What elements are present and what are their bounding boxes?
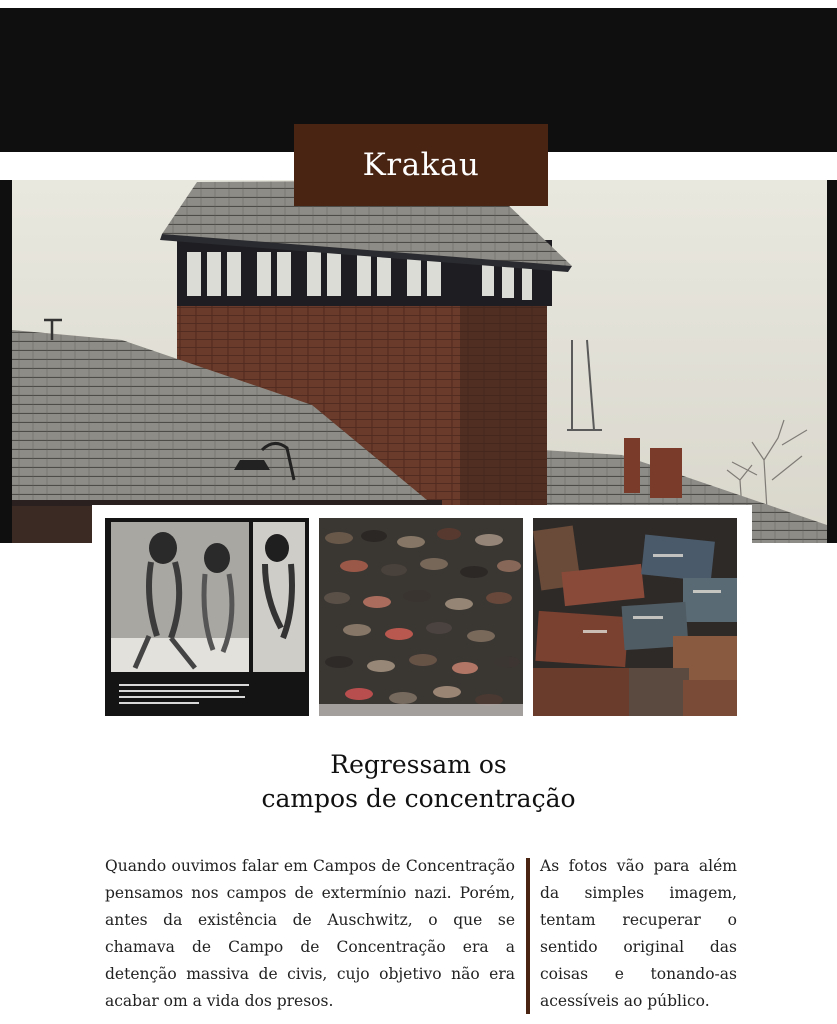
hero-left-edge bbox=[0, 180, 12, 543]
column-divider bbox=[526, 858, 530, 1014]
suitcases-photo bbox=[533, 518, 737, 716]
title-banner bbox=[294, 124, 548, 206]
headline-line-2: campos de concentração bbox=[261, 784, 576, 813]
shoes-photo bbox=[319, 518, 523, 716]
article-body-left: Quando ouvimos falar em Campos de Concentração pensamos nos campos de extermínio nazi. Porém, antes da existência de Auschwitz, o que se chamava de Campo de Concentração era a detenção massiva de civis, cujo objetivo não era acabar om a vida dos presos. bbox=[105, 857, 515, 1010]
article-headline bbox=[0, 748, 837, 816]
photo-strip bbox=[92, 505, 752, 720]
page-title: Krakau bbox=[362, 147, 480, 183]
hero-right-edge bbox=[827, 180, 837, 543]
article-body-right: As fotos vão para além da simples imagem, tentam recuperar o sentido original das coisas e tonando-as acessíveis ao público. bbox=[540, 857, 737, 1010]
prisoners-photo bbox=[105, 518, 309, 716]
headline-line-1: Regressam os bbox=[330, 750, 507, 779]
watchtower-photo bbox=[12, 180, 827, 543]
